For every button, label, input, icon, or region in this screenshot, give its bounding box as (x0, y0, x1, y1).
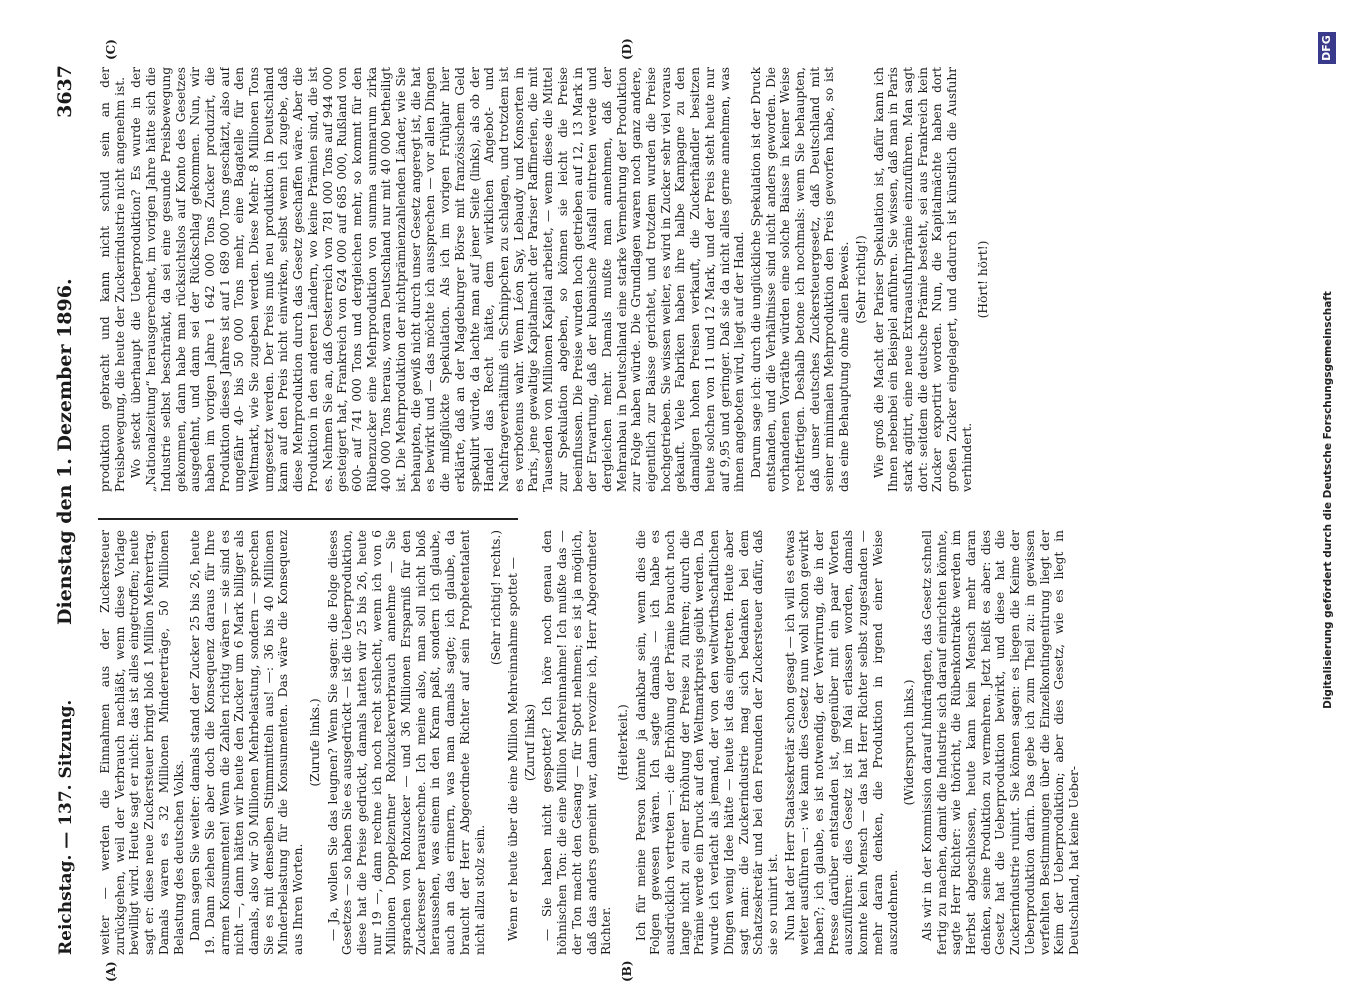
paragraph: produktion gebracht und kann nicht schuld sein an der Preisbewegung, die heute der Zuckerindustrie nicht angenehm ist. (98, 67, 127, 492)
paragraph: Wo steckt überhaupt die Ueberproduktion? Es wurde in der „Nationalzeitung“ herausgerechnet, im vorigen Jahre hätte sich die Industrie selbst beschränkt, da sei eine gesunde Preisbewegung gekommen, dann habe man rücksichtslos auf Konto des Gesetzes ausgedehnt, und dann sei der Rückschlag gekommen. Nun, wir haben im vorigen Jahre 1 642 000 Tons Zucker produzirt, die Produktion dieses Jahres ist auf 1 689 000 Tons geschätzt, also auf ungefähr 40- bis 50 000 Tons mehr, eine Bagatelle für den Weltmarkt, wie Sie zugeben werden. Diese Mehr- 8 Millionen Tons umgesetzt werden. Der Preis muß neu produktion in Deutschland kann auf den Preis nicht einwirken, selbst wenn ich zugebe, daß diese Mehrproduktion durch das Gesetz geschaffen wäre. Aber die Produktion in den anderen Ländern, wo keine Prämien sind, die ist es. Nehmen Sie an, daß Oesterreich von 781 000 Tons auf 944 000 gesteigert hat, Frankreich von 624 000 auf 685 000, Rußland von 600- auf 741 000 Tons und dergleichen mehr, so kommt für den Rübenzucker eine Mehrproduktion von summa summarum zirka 400 000 Tons heraus, woran Deutschland nur mit 40 000 betheiligt ist. Die Mehrproduktion der nichtprämienzahlenden Länder, wie Sie behaupten, die gewiß nicht durch unser Gesetz angeregt ist, die hat es bewirkt und — das möchte ich aussprechen — vor allen Dingen die mißglückte Spekulation. Als ich im vorigen Frühjahr hier erklärte, daß an der Magdeburger Börse mit französischem Geld spekulirt würde, da lachte man auf jener Seite (links), als ob der Handel das Recht hätte, dem wirklichen Angebot- und Nachfrageverhältniß ein Schnippchen zu schlagen, und trotzdem ist es verbotenus wahr. Wenn Léon Say, Lebaudy und Konsorten in Paris, jene gewaltige Kapitalmacht der Pariser Raffinerien, die mit Tausenden von Millionen Kapital arbeitet, — wenn diese die Mittel zur Spekulation abgeben, so können sie leicht die Preise beeinflussen. Die Preise wurden hoch getrieben auf 12, 13 Mark in der Erwartung, daß der kubanische Ausfall eintreten werde und dergleichen mehr. Damals mußte man annehmen, daß der Mehranbau in Deutschland eine starke Vermehrung der Produktion zur Folge haben würde. Die Grundlagen waren noch ganz andere, eigentlich zur Baisse gerichtet, und trotzdem wurden die Preise hochgetrieben. Sie wissen weiter, es wird in Zucker sehr viel voraus gekauft. Viele Fabriken haben ihre halbe Kampagne zu den damaligen hohen Preisen verkauft, die Zuckerhändler besitzen heute solchen von 11 und 12 Mark, und der Preis steht heute nur auf 9,95 und geringer. Daß sie da nicht alles gerne annehmen, was ihnen angeboten wird, liegt auf der Hand. (129, 67, 747, 492)
interjection: (Zurufe links.) (307, 698, 322, 787)
paragraph: — Sie haben nicht gespottet? Ich höre noch genau den höhnischen Ton: die eine Million Mehreinnahme! Ich mußte das — der Ton macht den Gesang — für Spott nehmen; es ist ja möglich, daß das anders gemeint war, dann revozire ich, Herr Abgeordneter Richter. (540, 530, 614, 955)
digitization-credit: Digitalisierung gefördert durch die Deutsche Forschungsgemeinschaft (1322, 291, 1334, 709)
interjection: (Hört! hört!) (976, 240, 991, 319)
paragraph: Darum sage ich: durch die unglückliche Spekulation ist der Druck entstanden, und die Verhältnisse sind nicht anders geworden. Die vorhandenen Vorräthe würden eine solche Baisse in keiner Weise rechtfertigen. Deshalb betone ich nochmals: wenn Sie behaupten, daß unser deutsches Zuckersteuergesetz, daß Deutschland mit seiner minimalen Mehrproduktion den Preis geworfen habe, so ist das eine Behauptung ohne allen Beweis. (748, 67, 852, 492)
page-number: 3637 (54, 65, 76, 118)
left-column (98, 530, 1233, 955)
paragraph: Dann sagen Sie weiter: damals stand der Zucker 25 bis 26, heute 19. Dann ziehen Sie aber doch die Konsequenz daraus für Ihre armen Konsumenten! Wenn die Zahlen richtig wären — sie sind es nicht —, dann hätten wir heute den Zucker um 6 Mark billiger als damals, also wir 50 Millionen Mehrbelastung, sondern — sprechen Sie es mit denselben Stimmmitteln aus! —: 36 bis 40 Millionen Minderbelastung für die Konsumenten. Das wäre die Konsequenz aus Ihren Worten. (188, 530, 306, 955)
paragraph: — Ja, wollen Sie das leugnen? Wenn Sie sagen: die Folge dieses Gesetzes — so haben Sie es ausgedrückt — ist die Ueberproduktion, diese hat die Preise gedrückt, damals hatten wir 25 bis 26, heute nur 19 —, dann rechne ich noch recht schlecht, wenn ich von 6 Millionen Doppelzentner Rohzuckerverbrauch annehme — Sie sprachen von Rohzucker — und 36 Millionen Ersparniß für den Zuckeresser herausrechne. Ich meine also, man soll nicht bloß heraussehen, was einem in den Kram paßt, sondern ich glaube, auch an das erinnern, was man damals sagte; ich glaube, da braucht der Herr Abgeordnete Richter auf sein Prophetentalent nicht allzu stolz sein. (325, 530, 487, 955)
page-header (52, 65, 82, 955)
interjection: (Widerspruch links.) (902, 679, 917, 806)
interjection: (Sehr richtig!) (853, 235, 868, 324)
paragraph: Wenn er heute über die eine Million Mehreinnahme spottet — (505, 557, 520, 941)
header-session: Reichstag. — 137. Sitzung. (56, 699, 76, 955)
interjection: (Zuruf links) (522, 703, 537, 782)
paragraph: Als wir in der Kommission darauf hindrängten, das Gesetz schnell fertig zu machen, damit die Industrie sich darauf einrichten könnte, sagte Herr Richter: wie thöricht, die Rübenkontrakte werden im Herbst abgeschlossen, heute kann kein Mensch mehr daran denken, seine Produktion zu vermehren. Jetzt heißt es aber: dies Gesetz hat die Ueberproduktion bewirkt, und diese hat die Zuckerindustrie ruinirt. Sie können sagen: es liegen die Keime der Ueberproduktion darin. Das gebe ich zum Theil zu: in gewissen verfehlten Bestimmungen über die Einzelkontingentirung liegt der Keim der Ueberproduktion; aber dies Gesetz, wie es liegt in Deutschland, hat keine Ueber- (919, 530, 1081, 955)
paragraph: Wie groß die Macht der Pariser Spekulation ist, dafür kann ich Ihnen nebenbei ein Beispiel anführen. Sie wissen, daß man in Paris stark agitirt, eine neue Extraausfuhrprämie einzuführen. Man sagt dort: seitdem die deutsche Prämie besteht, sei aus Frankreich kein Zucker exportirt worden. Nun, die Kapitalmächte haben dort großen Zucker eingelagert, und dadurch ist künstlich die Ausfuhr verhindert. (871, 67, 974, 492)
paragraph: Nun hat der Herr Staatssekretär schon gesagt — ich will es etwas weiter ausführen —: wie kann dies Gesetz nun wohl schon gewirkt haben?; ich glaube, es ist notwendig, der Verwirrung, die in der Presse darüber entstanden ist, gegenüber mit ein paar Worten auszuführen: dies Gesetz ist im Mai erlassen worden, damals konnte kein Mensch — das hat Herr Richter selbst zugestanden — mehr daran denken, die Produktion in irgend einer Weise auszudehnen. (782, 530, 900, 955)
margin-marker-b: (B) (620, 960, 634, 982)
interjection: (Heiterkeit.) (615, 704, 630, 781)
paragraph: Ich für meine Person könnte ja dankbar sein, wenn dies die Folgen gewesen wären. Ich sagte damals — ich habe es ausdrücklich vertreten —: die Erhöhung der Prämie braucht noch lange nicht zu einer Erhöhung der Preise zu führen; durch die Prämie werde ein Druck auf den Weltmarktpreis geübt werden. Da wurde ich verlacht als jemand, der von den weltwirthschaftlichen Dingen wenig Idee hätte — heute ist das eingetreten. Heute aber sagt man: die Zuckerindustrie mag sich bedanken bei dem Schatzsekretär und bei den Freunden der Zuckersteuer dafür, daß sie so ruinirt ist. (633, 530, 780, 955)
column-divider (98, 519, 518, 521)
right-column (98, 67, 1233, 492)
header-date: Dienstag den 1. Dezember 1896. (54, 278, 76, 625)
paragraph: weiter — werden die Einnahmen aus der Zuckersteuer zurückgehen, weil der Verbrauch nachläßt, wenn diese Vorlage bewilligt wird. Heute sagt er nicht: das ist alles eingetroffen; heute sagt er: diese neue Zuckersteuer bringt bloß 1 Million Mehrertrag. Damals waren es 32 Millionen Mindererträge, 50 Millionen Belastung des deutschen Volks. (98, 530, 186, 955)
margin-marker-d: (D) (620, 38, 634, 60)
dfg-logo: DFG (1318, 32, 1336, 64)
margin-marker-c: (C) (104, 39, 118, 60)
interjection: (Sehr richtig! rechts.) (489, 530, 504, 666)
margin-marker-a: (A) (104, 961, 118, 982)
